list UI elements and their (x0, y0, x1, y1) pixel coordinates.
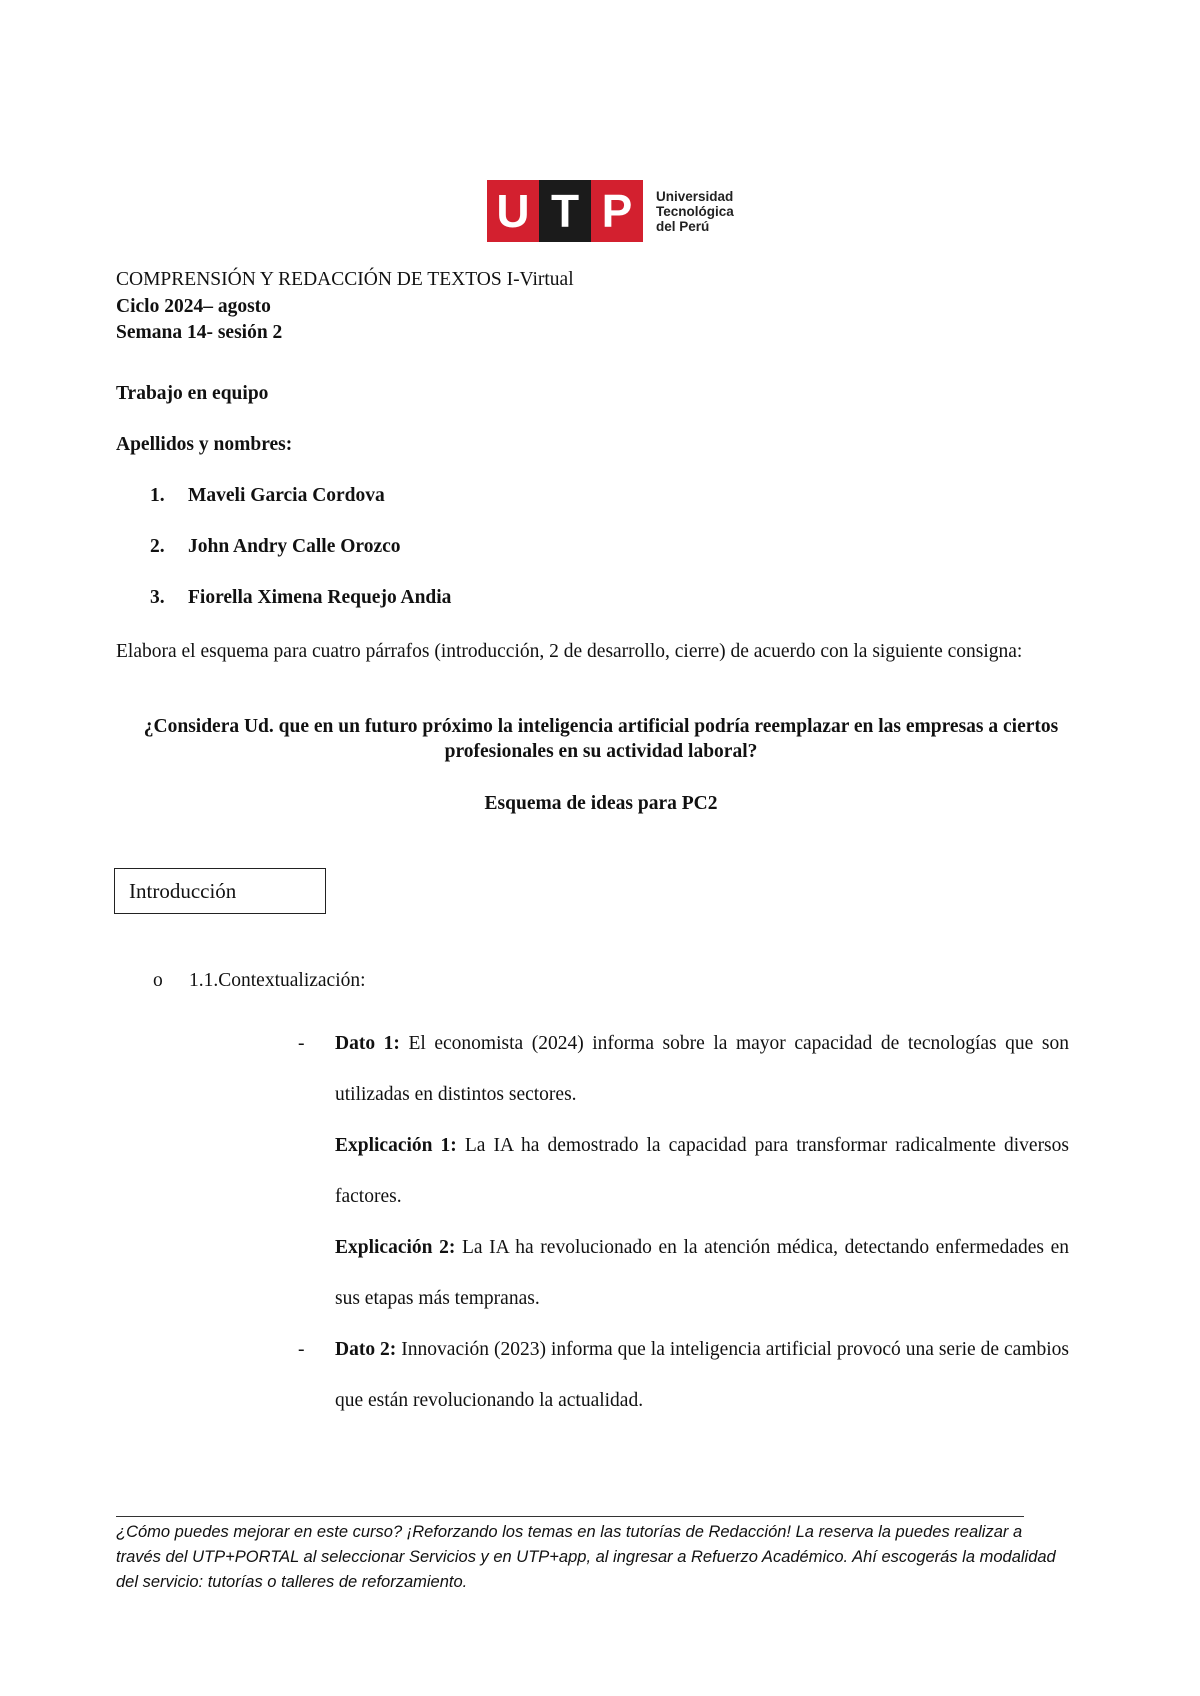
dato-2-item (335, 1324, 1069, 1426)
dato-1-label: Dato 1: (335, 1033, 400, 1054)
course-title-text: COMPRENSIÓN Y REDACCIÓN DE TEXTOS I-Virtual (116, 269, 574, 290)
member-number: 3. (150, 587, 165, 608)
section-box-introduccion: Introducción (114, 868, 326, 914)
member-number: 1. (150, 485, 165, 506)
explicacion-2-label: Explicación 2: (335, 1237, 456, 1258)
explicacion-1-item (335, 1120, 1069, 1222)
logo-text-line-2: Tecnológica (656, 203, 734, 219)
context-heading (153, 970, 366, 992)
utp-logo-mark (487, 180, 643, 242)
explicacion-2-item (335, 1222, 1069, 1324)
dato-1-text: El economista (2024) informa sobre la mayor capacidad de tecnologías que son utilizadas en distintos sectores. (335, 1033, 1069, 1105)
dato-1-item (335, 1018, 1069, 1120)
member-item (150, 587, 451, 609)
footer-divider (116, 1516, 1024, 1517)
member-number: 2. (150, 536, 165, 557)
explicacion-1-label: Explicación 1: (335, 1135, 457, 1156)
week-line: Semana 14- sesión 2 (116, 322, 283, 343)
explicacion-2-text: La IA ha revolucionado en la atención médica, detectando enfermedades en sus etapas más tempranas. (335, 1237, 1069, 1309)
explicacion-1-text: La IA ha demostrado la capacidad para transformar radicalmente diversos factores. (335, 1135, 1069, 1207)
utp-logo (487, 180, 734, 242)
dash-marker: - (298, 1033, 305, 1054)
member-name: Fiorella Ximena Requejo Andia (188, 587, 452, 608)
instructions-paragraph: Elabora el esquema para cuatro párrafos (introducción, 2 de desarrollo, cierre) de acuerdo con la siguiente consigna: (116, 641, 1023, 662)
logo-letter-t: T (539, 180, 591, 242)
footer-note: ¿Cómo puedes mejorar en este curso? ¡Reforzando los temas en las tutorías de Redacción! La reserva la puedes realizar a través del UTP+PORTAL al seleccionar Servicios y en UTP+app, al ingresar a Refuerzo Académico. Ahí escogerás la modalidad del servicio: tutorías o talleres de reforzamiento. (116, 1523, 1056, 1591)
logo-text-line-1: Universidad (656, 188, 734, 204)
outline-title: Esquema de ideas para PC2 (484, 793, 718, 814)
team-label: Trabajo en equipo (116, 383, 269, 404)
prompt-question: ¿Considera Ud. que en un futuro próximo la inteligencia artificial podría reemplazar en las empresas a ciertos profesionales en su actividad laboral? (143, 716, 1059, 762)
course-title (116, 267, 574, 293)
logo-text-line-3: del Perú (656, 218, 710, 234)
cycle-line: Ciclo 2024– agosto (116, 296, 271, 317)
logo-letter-u: U (487, 180, 539, 242)
dash-marker: - (298, 1339, 305, 1360)
member-item (150, 485, 385, 507)
dato-2-text: Innovación (2023) informa que la inteligencia artificial provocó una serie de cambios que están revolucionando la actualidad. (335, 1339, 1069, 1411)
logo-wordmark (656, 189, 734, 234)
member-item (150, 536, 401, 558)
names-label: Apellidos y nombres: (116, 434, 293, 455)
bullet-icon: o (153, 970, 163, 991)
dato-2-label: Dato 2: (335, 1339, 397, 1360)
logo-letter-p: P (591, 180, 643, 242)
member-name: Maveli Garcia Cordova (188, 485, 385, 506)
member-name: John Andry Calle Orozco (188, 536, 401, 557)
context-label: 1.1.Contextualización: (189, 970, 366, 991)
